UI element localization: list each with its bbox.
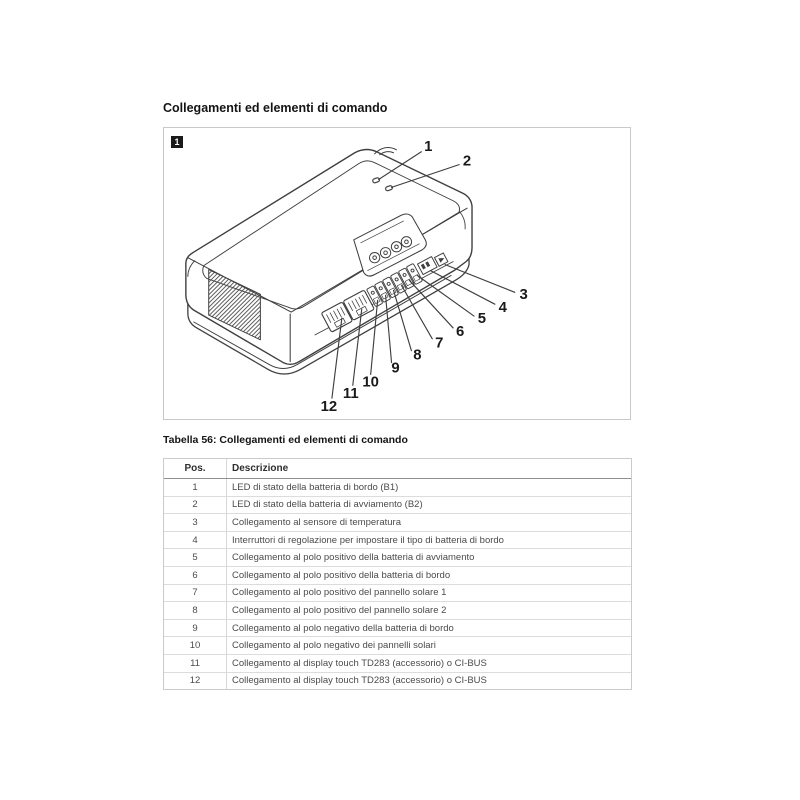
header-pos: Pos. [164, 459, 227, 478]
pos-cell: 11 [164, 655, 227, 672]
callout-number: 6 [455, 323, 465, 340]
pos-cell: 7 [164, 585, 227, 602]
device-diagram [164, 128, 630, 419]
callout-number: 1 [424, 138, 433, 155]
header-descrizione: Descrizione [232, 463, 289, 474]
table-row [164, 601, 631, 619]
table-row [164, 654, 631, 672]
table-row [164, 548, 631, 566]
desc-cell: Collegamento al polo positivo della batteria di avviamento [232, 552, 475, 564]
table-row [164, 619, 631, 637]
pos-cell: 9 [164, 620, 227, 637]
table-row [164, 531, 631, 549]
pos-cell: 5 [164, 549, 227, 566]
table-caption: Tabella 56: Collegamenti ed elementi di comando [163, 434, 408, 446]
pos-cell: 10 [164, 637, 227, 654]
pos-cell: 1 [164, 479, 227, 496]
desc-cell: Collegamento al polo negativo della batteria di bordo [232, 622, 454, 634]
table-row [164, 584, 631, 602]
table-row [164, 479, 631, 496]
pos-cell: 4 [164, 532, 227, 549]
table-row [164, 513, 631, 531]
table-row [164, 566, 631, 584]
desc-cell: Collegamento al polo positivo del pannello solare 2 [232, 604, 447, 616]
device-figure [163, 127, 631, 420]
callout-number: 3 [519, 287, 528, 304]
callout-number: 4 [498, 300, 507, 317]
callout-number: 5 [477, 311, 487, 327]
desc-cell: Collegamento al sensore di temperatura [232, 516, 401, 528]
callout-number: 10 [362, 374, 379, 391]
callout-number: 11 [342, 386, 359, 403]
callout-number: 12 [320, 399, 338, 416]
callout-number: 7 [435, 335, 444, 352]
table-row [164, 672, 631, 690]
desc-cell: Collegamento al display touch TD283 (accessorio) o CI-BUS [232, 675, 487, 687]
callout-number: 9 [391, 360, 400, 377]
table-row [164, 496, 631, 514]
desc-cell: Interruttori di regolazione per impostare il tipo di batteria di bordo [232, 534, 504, 546]
table-body [164, 479, 631, 689]
pos-cell: 2 [164, 497, 227, 514]
pos-cell: 12 [164, 673, 227, 690]
desc-cell: Collegamento al display touch TD283 (accessorio) o CI-BUS [232, 657, 487, 669]
figure-number-badge: 1 [171, 136, 183, 148]
table-header-row [164, 459, 631, 479]
desc-cell: Collegamento al polo positivo del pannello solare 1 [232, 587, 447, 599]
callout-number: 2 [462, 153, 472, 170]
callout-number: 8 [413, 347, 422, 364]
pos-cell: 3 [164, 514, 227, 531]
desc-cell: LED di stato della batteria di avviamento (B2) [232, 499, 423, 511]
desc-cell: LED di stato della batteria di bordo (B1) [232, 481, 399, 493]
pos-cell: 6 [164, 567, 227, 584]
connections-table [163, 458, 632, 690]
pos-cell: 8 [164, 602, 227, 619]
desc-cell: Collegamento al polo negativo dei pannelli solari [232, 640, 436, 652]
page-title: Collegamenti ed elementi di comando [163, 101, 388, 115]
desc-cell: Collegamento al polo positivo della batteria di bordo [232, 569, 451, 581]
table-row [164, 636, 631, 654]
